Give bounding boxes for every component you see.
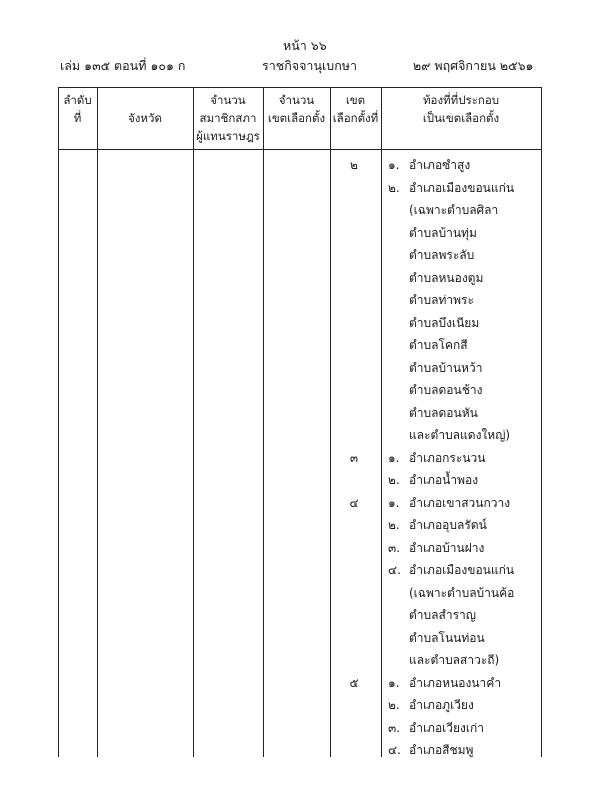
- header-district-count-line2: เขตเลือกตั้ง: [267, 111, 326, 125]
- area-item-text: อำเภอเขาสวนกวาง: [409, 496, 511, 510]
- header-district-no-line1: เขต: [345, 93, 366, 107]
- area-item: (เฉพาะตำบลศิลา: [409, 203, 499, 217]
- area-item: และตำบลแดงใหญ่): [409, 428, 511, 442]
- area-item-text: อำเภอภูเวียง: [409, 698, 474, 712]
- area-item: [388, 539, 484, 558]
- header-district-no: [330, 91, 381, 127]
- header-district-count: [263, 91, 330, 127]
- header-order: [58, 91, 97, 127]
- area-item: [388, 179, 514, 198]
- area-item-number: ๔.: [388, 743, 401, 757]
- area-item: [388, 156, 470, 175]
- area-item-number: ๔.: [388, 563, 401, 577]
- area-item-number: ๑.: [388, 676, 400, 690]
- area-item: ตำบลดอนหัน: [409, 406, 478, 420]
- header-members-line1: จำนวน: [210, 93, 246, 107]
- gazette-title: ราชกิจจานุเบกษา: [262, 58, 358, 73]
- header-province: [97, 109, 193, 127]
- district-number: ๒: [350, 158, 358, 172]
- area-item-text: อำเภอหนองนาคำ: [409, 676, 502, 690]
- area-item: [388, 449, 485, 468]
- header-area-line2: เป็นเขตเลือกตั้ง: [422, 111, 500, 125]
- district-number: ๔: [349, 496, 359, 510]
- col-border: [97, 87, 98, 757]
- col-border: [541, 87, 542, 757]
- area-item-text: อำเภอเวียงเก่า: [409, 721, 484, 735]
- area-item: ตำบลท่าพระ: [409, 293, 474, 307]
- header-area-line1: ท้องที่ที่ประกอบ: [422, 93, 500, 107]
- area-item-number: ๒.: [388, 181, 400, 195]
- area-item-text: อำเภอน้ำพอง: [409, 473, 479, 487]
- area-item: [388, 674, 501, 693]
- col-border: [381, 87, 382, 757]
- table-header-divider: [58, 149, 542, 150]
- area-item-text: อำเภออุบลรัตน์: [409, 518, 487, 532]
- page-number: หน้า ๖๖: [283, 38, 327, 53]
- area-item: ตำบลดอนช้าง: [409, 383, 483, 397]
- header-order-line1: ลำดับ: [63, 93, 92, 107]
- col-border: [193, 87, 194, 757]
- header-members-line2: สมาชิกสภา: [199, 111, 257, 125]
- publish-date: ๒๙ พฤศจิกายน ๒๕๖๑: [413, 58, 534, 73]
- area-item-text: อำเภอกระนวน: [409, 451, 486, 465]
- area-item-number: ๒.: [388, 698, 400, 712]
- area-item: ตำบลหนองตูม: [409, 271, 484, 285]
- area-item-text: อำเภอซำสูง: [409, 158, 471, 172]
- area-item: ตำบลโนนท่อน: [409, 631, 485, 645]
- header-province-line1: จังหวัด: [128, 111, 162, 125]
- col-border: [263, 87, 264, 757]
- area-item-number: ๓.: [388, 541, 401, 555]
- area-item: ตำบลบ้านทุ่ม: [409, 226, 477, 240]
- volume-issue: เล่ม ๑๓๕ ตอนที่ ๑๐๑ ก: [60, 58, 186, 73]
- area-item-number: ๑.: [388, 158, 400, 172]
- area-item: [388, 696, 474, 715]
- area-item: [388, 471, 478, 490]
- area-item-text: อำเภอบ้านฝาง: [409, 541, 485, 555]
- area-item: [388, 561, 514, 580]
- header-members-line3: ผู้แทนราษฎร: [196, 129, 260, 143]
- header-district-count-line1: จำนวน: [278, 93, 315, 107]
- area-item-text: อำเภอเมืองขอนแก่น: [409, 563, 515, 577]
- area-item-number: ๒.: [388, 473, 400, 487]
- area-item: และตำบลสาวะถี): [409, 653, 500, 667]
- area-item: ตำบลสำราญ: [409, 608, 476, 622]
- area-item: [388, 719, 484, 738]
- area-item: [388, 741, 473, 760]
- area-item-number: ๓.: [388, 721, 401, 735]
- area-item-number: ๑.: [388, 496, 400, 510]
- area-item-number: ๒.: [388, 518, 400, 532]
- area-item-text: อำเภอเมืองขอนแก่น: [409, 181, 515, 195]
- header-members: [193, 91, 263, 145]
- header-district-no-line2: เลือกตั้งที่: [332, 111, 379, 125]
- area-item: (เฉพาะตำบลบ้านค้อ: [409, 586, 515, 600]
- area-item-number: ๑.: [388, 451, 400, 465]
- area-item: [388, 516, 487, 535]
- header-order-line2: ที่: [73, 111, 82, 125]
- area-item: ตำบลพระลับ: [409, 248, 475, 262]
- district-number: ๓: [349, 451, 359, 465]
- area-item-text: อำเภอสีชมพู: [409, 743, 474, 757]
- col-border: [58, 87, 59, 757]
- header-area: [381, 91, 541, 127]
- table-top-border: [58, 87, 542, 88]
- area-item: ตำบลบ้านหว้า: [409, 361, 483, 375]
- area-item: ตำบลโคกสี: [409, 338, 468, 352]
- district-number: ๕: [349, 676, 359, 690]
- area-item: [388, 494, 510, 513]
- area-item: ตำบลบึงเนียม: [409, 316, 480, 330]
- col-border: [330, 87, 331, 757]
